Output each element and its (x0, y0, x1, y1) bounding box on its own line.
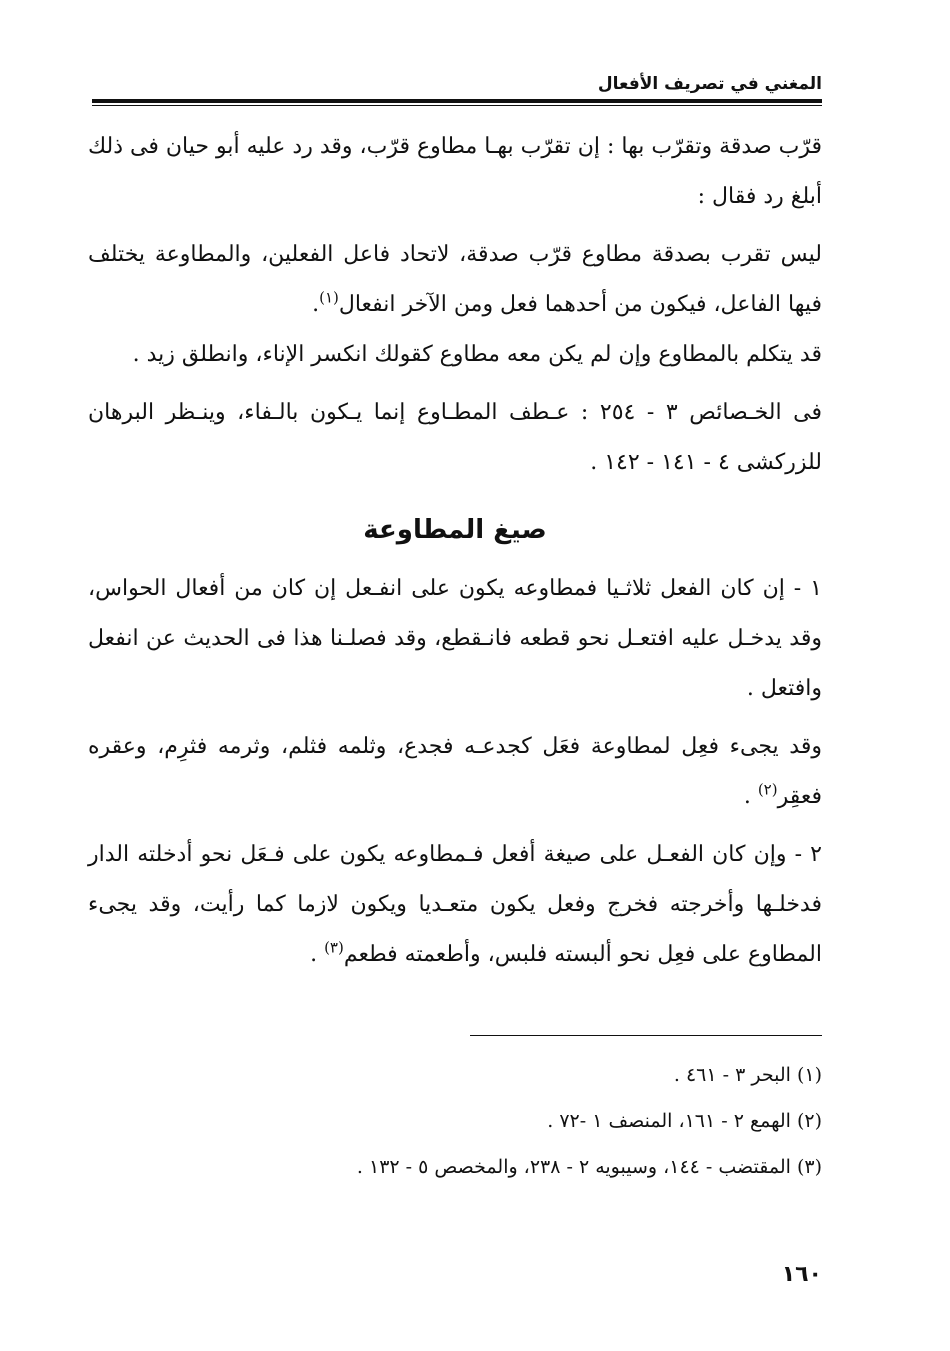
footnotes (200, 1052, 822, 1190)
paragraph-6-end: . (743, 784, 758, 809)
footnote-item: (١) البحر ٣ - ٤٦١ . (673, 1064, 822, 1086)
footnote-ref-1: (١) (319, 288, 339, 307)
footnote-ref-2: (٢) (757, 780, 778, 799)
footnote-item: (٢) الهمع ٢ - ١٦١، المنصف ١ -٧٢ . (547, 1110, 822, 1132)
paragraph-1: قرّب صدقة وتقرّب بها : إن تقرّب بهـا مطاوع قرّب، وقد رد عليه أبو حيان فى ذلك أبلغ رد فقال : (88, 134, 822, 209)
paragraph-3: قد يتكلم بالمطاوع وإن لم يكن معه مطاوع كقولك انكسر الإناء، وانطلق زيد . (132, 342, 822, 367)
section-heading: صيغ المطاوعة (363, 515, 547, 545)
running-header-title: المغني في تصريف الأفعال (597, 74, 822, 94)
page-number: ١٦٠ (781, 1262, 822, 1287)
paragraph-7-end: . (310, 942, 325, 967)
paragraph-4: فى الخـصائص ٣ - ٢٥٤ : عـطف المطـاوع إنما يـكون بالـفاء، وينـظر البرهان للزركشى ٤ - ١٤١ - ١٤٢ . (88, 400, 823, 475)
paragraph-5: ١ - إن كان الفعل ثلاثـيا فمطاوعه يكون على انفـعل إن كان من أفعال الحواس، وقد يدخـل عليه افتعـل نحو قطعه فانـقطع، وقد فصلـنا هذا فى الحديث عن انفعل وافتعل . (88, 576, 822, 701)
paragraph-2-text: ليس تقرب بصدقة مطاوع قرّب صدقة، لاتحاد فاعل الفعلين، والمطاوعة يختلف فيها الفاعل، فيكون من أحدهما فعل ومن الآخر انفعال (88, 242, 822, 317)
paragraph-7 (88, 830, 822, 980)
main-text (88, 122, 822, 980)
footnote-rule (470, 1035, 822, 1036)
footnote-ref-3: (٣) (324, 938, 344, 957)
header-rule (92, 99, 822, 106)
paragraph-2 (88, 230, 822, 330)
paragraph-2-end: . (312, 292, 320, 317)
paragraph-6 (88, 722, 822, 822)
footnote-item: (٣) المقتضب - ١٤٤، وسيبويه ٢ - ٢٣٨، والمخصص ٥ - ١٣٢ . (356, 1156, 822, 1178)
paragraph-6-text: وقد يجىء فعِل لمطاوعة فعَل كجدعـه فجدع، وثلمه فثلم، وثرمه فثرِم، وعقره فعقِر (88, 734, 822, 809)
paragraph-7-text: ٢ - وإن كان الفعـل على صيغة أفعل فـمطاوعه يكون على فـعَل نحو أدخلته الدار فدخلـها وأخرجته فخرج وفعل يكون متعـديا ويكون لازما كما رأيت، وقد يجىء المطاوع على فعِل نحو ألبسته فلبس، وأطعمته فطعم (88, 842, 822, 967)
